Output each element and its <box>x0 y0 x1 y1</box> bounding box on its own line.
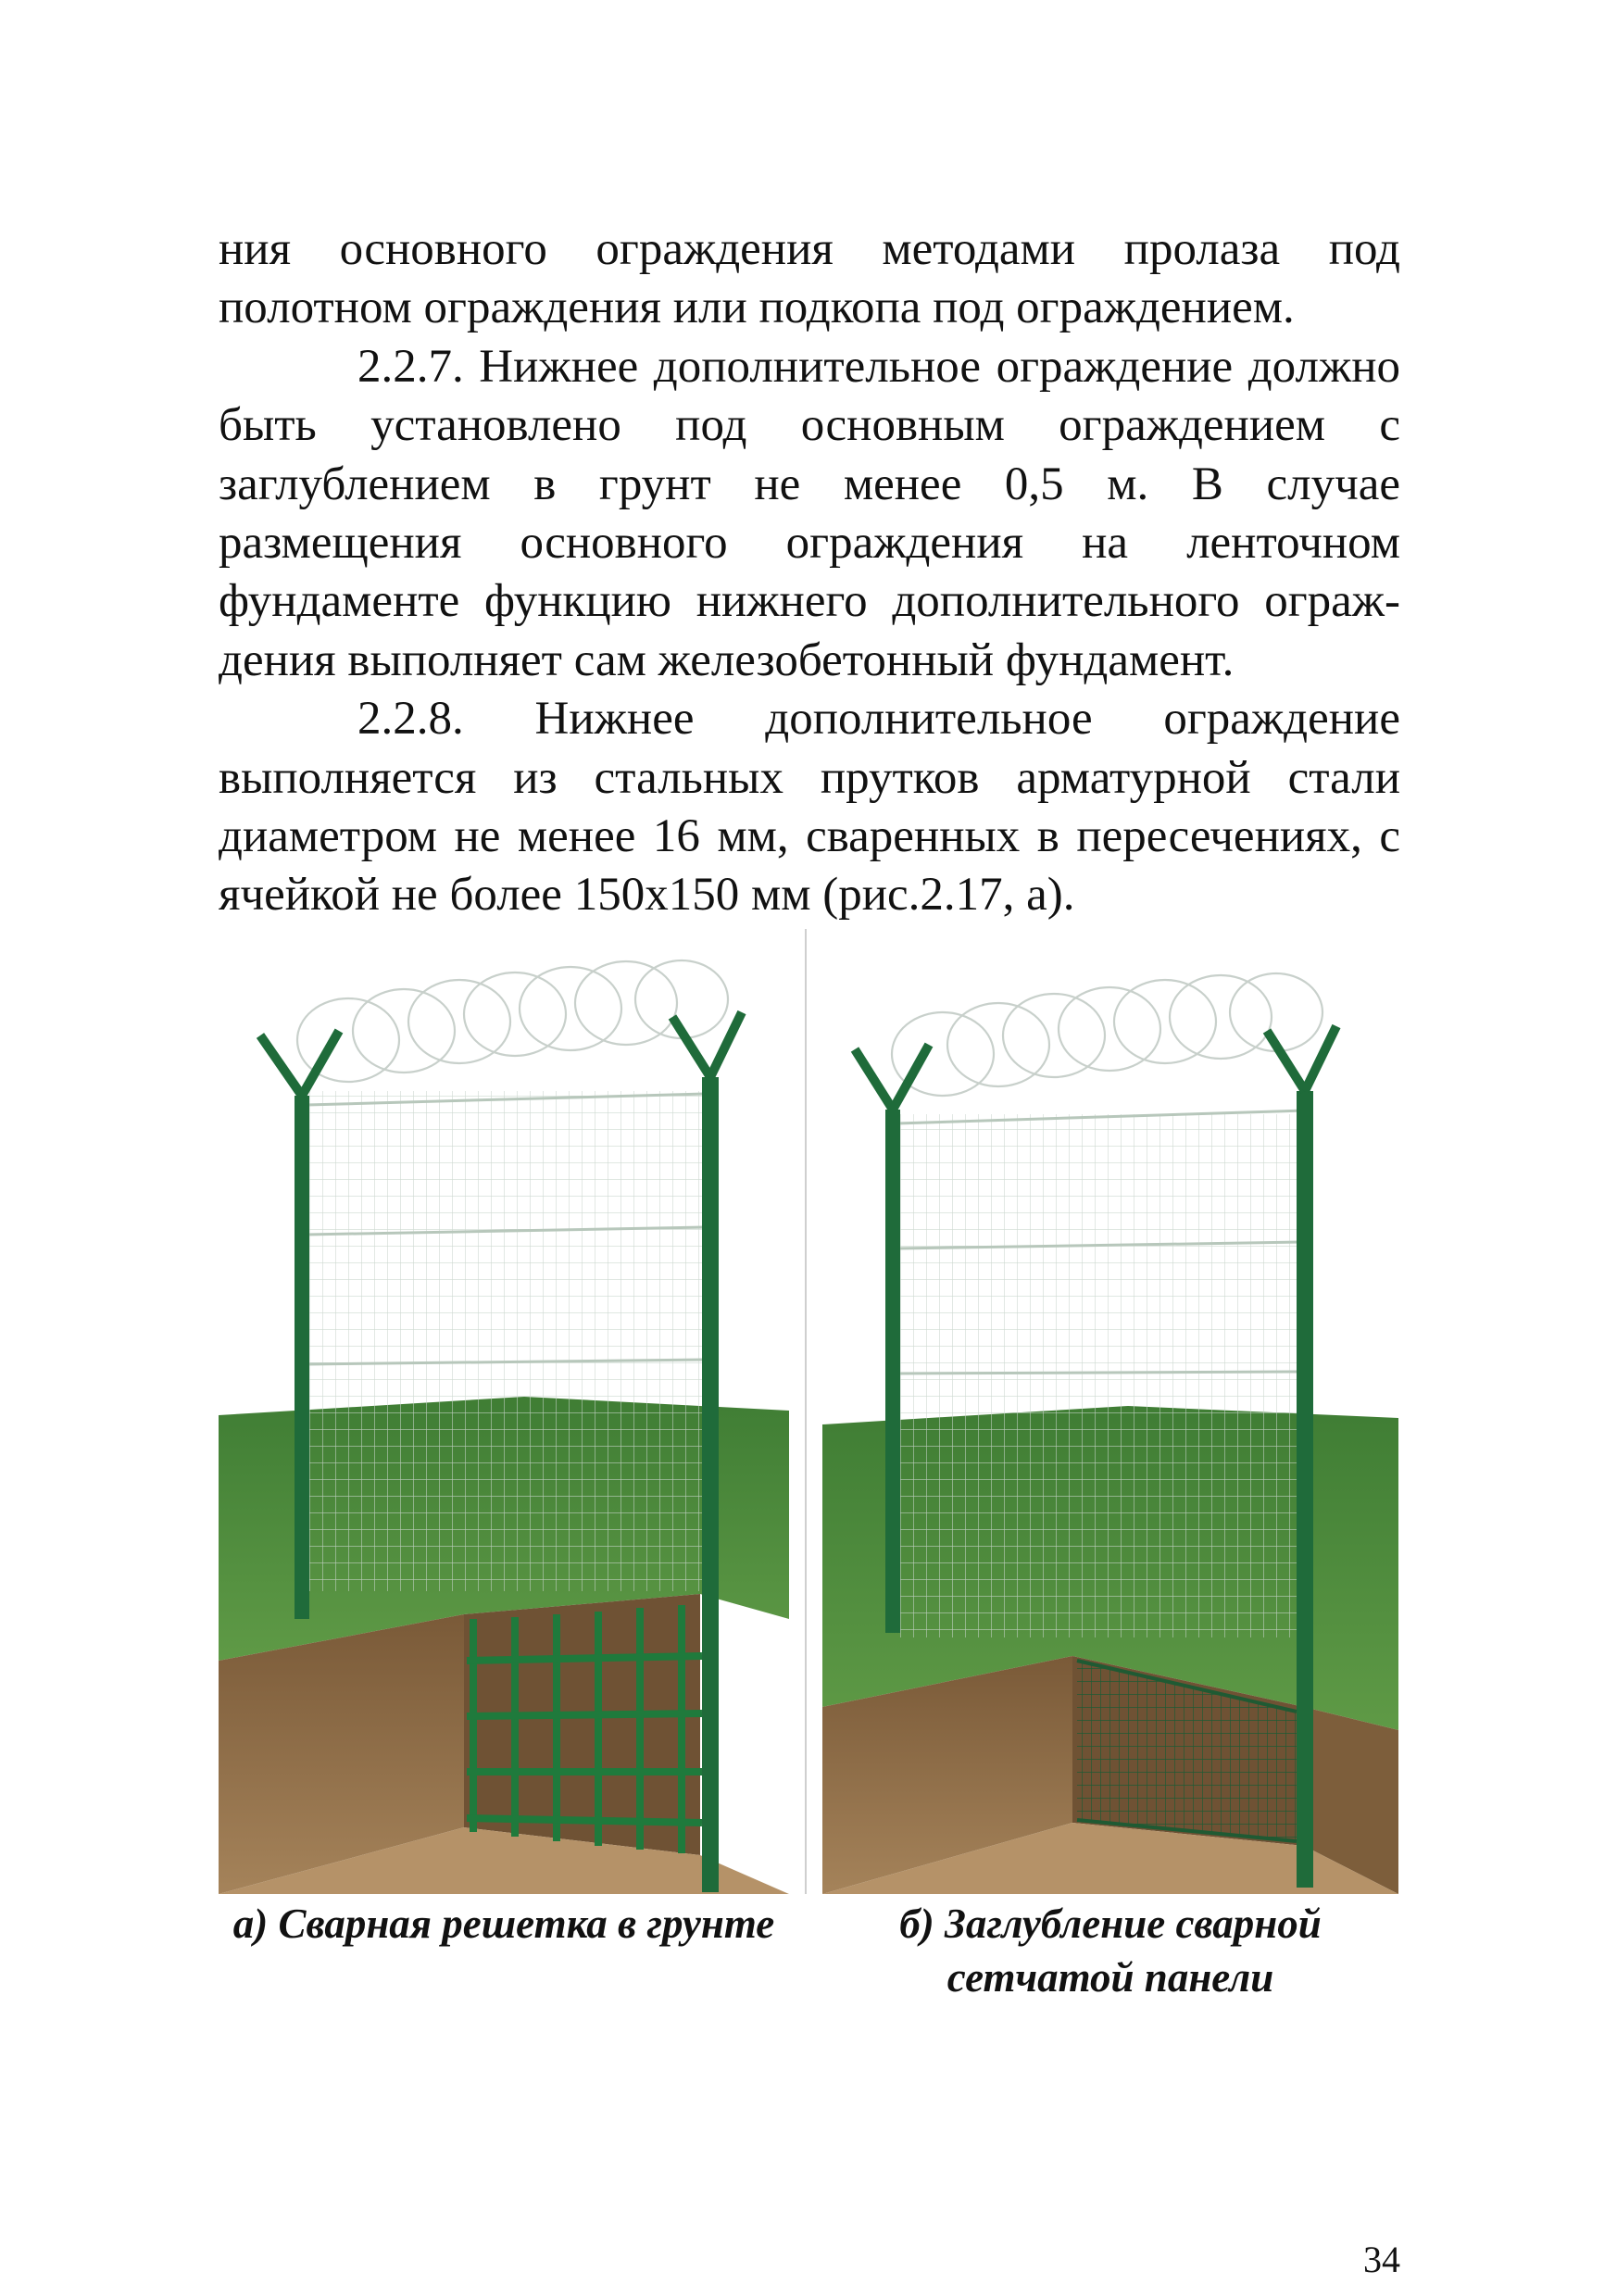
paragraph-continuation: ния основного ограждения методами пролаза под полотном ограждения или подкопа под ограждением. <box>219 223 1400 334</box>
paragraph-2-2-8: 2.2.8. Нижнее дополнительное ограждение выполняется из стальных прутков арматурной стали диаметром не менее 16 мм, сваренных в пересечениях, с ячейкой не более 150х150 мм (рис.2.17, а). <box>219 693 1400 922</box>
fence-illustration-a <box>219 929 789 1894</box>
paragraph-2-2-7: 2.2.7. Нижнее дополнительное ограждение должно быть установлено под основным ограждением с заглублением в грунт не менее 0,5 м. В случае размещения основного ограждения на ленточном фундаменте функцию нижнего дополнительного ограж-дения выполняет сам железобетонный фундамент. <box>219 340 1400 686</box>
figure-buried-mesh-panel <box>822 929 1398 1894</box>
figure-welded-grid <box>219 929 789 1894</box>
figure-caption-a: а) Сварная решетка в грунте <box>232 1901 775 1947</box>
figure-caption-b: б) Заглубление сварной сетчатой панели <box>899 1901 1322 2001</box>
page-number: 34 <box>1363 2239 1400 2280</box>
figure-divider <box>805 929 807 1894</box>
body-text <box>219 220 1400 925</box>
fence-illustration-b <box>822 929 1398 1894</box>
